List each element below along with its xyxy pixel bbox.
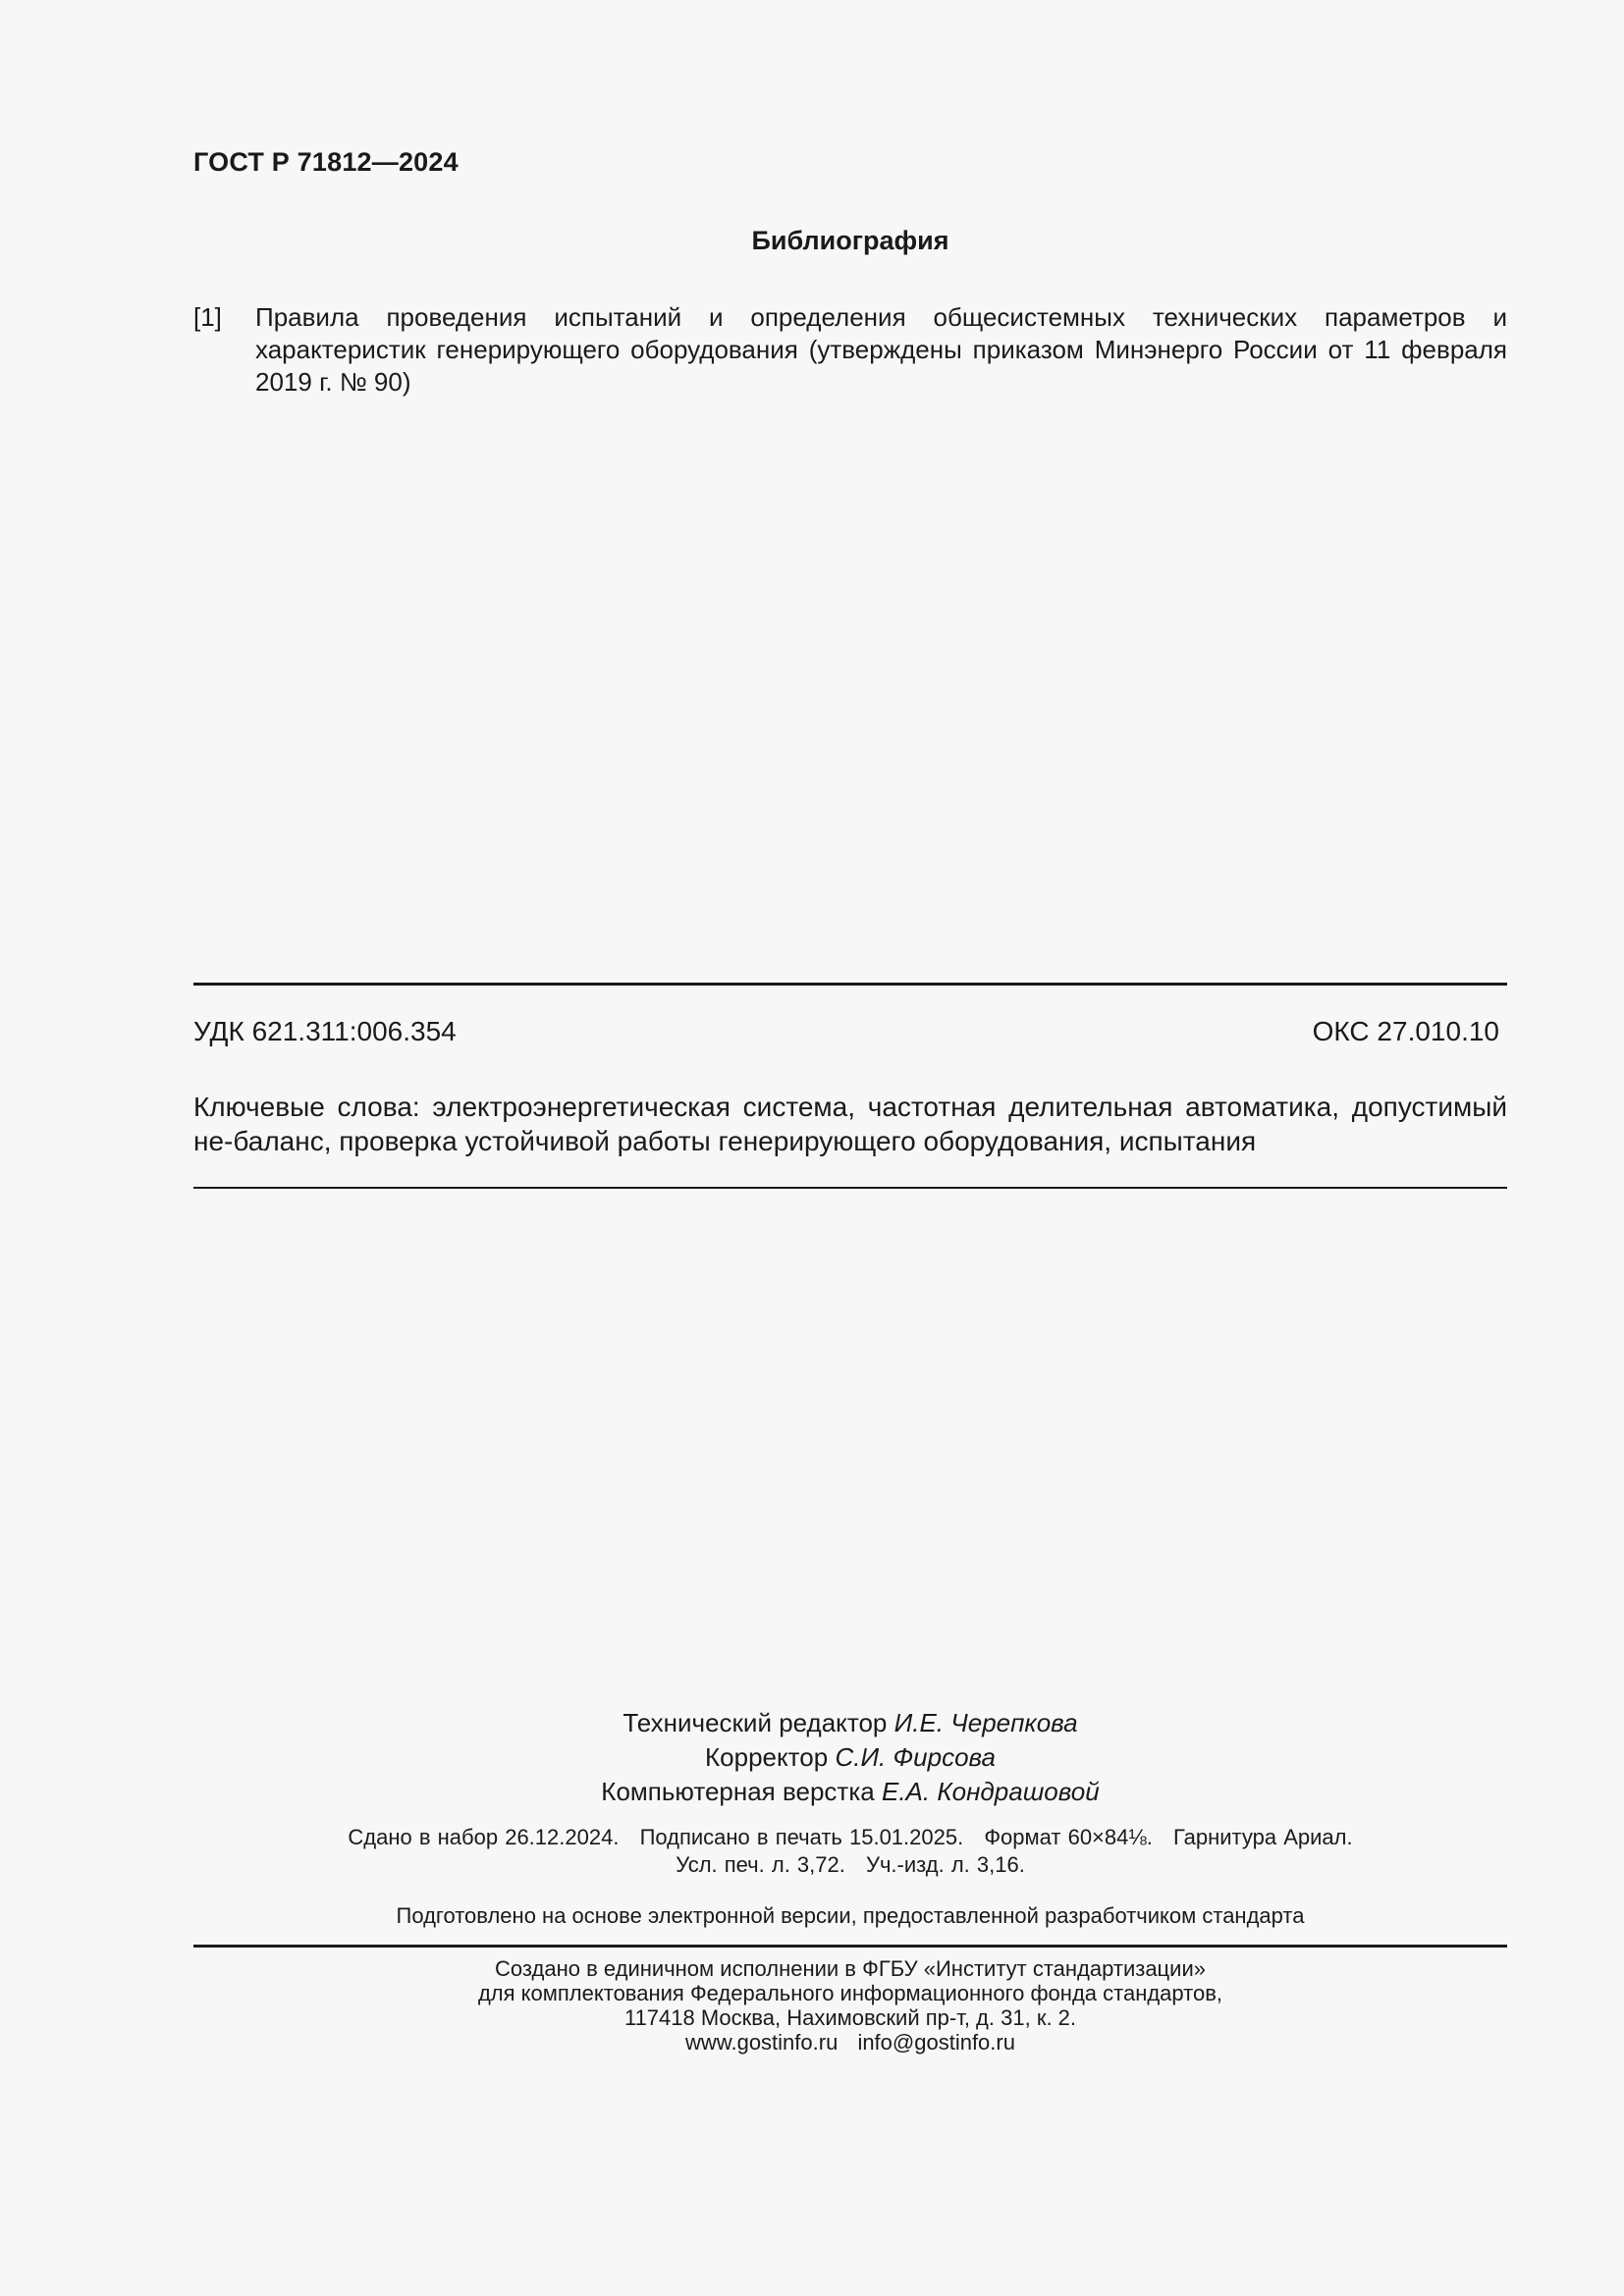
bibliography-entry-number: [1] [193,302,222,332]
top-divider [193,983,1507,986]
imprint-line-2 [77,1851,1624,1879]
credit-layout [77,1775,1624,1809]
imprint-line-1 [77,1824,1624,1851]
credits-block [0,1706,1624,1809]
publisher-line-1: Создано в единичном исполнении в ФГБУ «Институт стандартизации» [495,1956,1206,1981]
publisher-block [0,1956,1624,2055]
document-code: ГОСТ Р 71812—2024 [193,147,459,177]
credit-corrector [77,1740,1624,1775]
oks-code: ОКС 27.010.10 [1312,1016,1499,1046]
bibliography-title: Библиография [751,226,949,255]
bottom-divider [193,1945,1507,1948]
credit-name: Е.А. Кондрашовой [881,1777,1100,1806]
keywords-text: Ключевые слова: электроэнергетическая система, частотная делительная автоматика, допустимый не-баланс, проверка устойчивой работы генерирующего оборудования, испытания [193,1092,1507,1156]
publisher-line-2: для комплектования Федерального информационного фонда стандартов, [477,1981,1223,2005]
imprint-block [0,1824,1624,1879]
publisher-website-link[interactable]: www.gostinfo.ru [685,2030,839,2055]
credit-tech-editor [77,1706,1624,1740]
credit-name: И.Е. Черепкова [893,1708,1078,1737]
publisher-contacts [77,2030,1624,2055]
credit-role: Компьютерная верстка [601,1777,875,1806]
imprint-print-sheets: Усл. печ. л. 3,72. [676,1852,845,1877]
credit-role: Технический редактор [623,1708,888,1737]
prepared-note: Подготовлено на основе электронной версии, предоставленной разработчиком стандарта [396,1903,1305,1928]
imprint-publisher-sheets: Уч.-изд. л. 3,16. [865,1852,1025,1877]
imprint-typeface: Гарнитура Ариал. [1172,1825,1353,1849]
publisher-email-link[interactable]: info@gostinfo.ru [857,2030,1015,2055]
bibliography-entry-text: Правила проведения испытаний и определения общесистемных технических параметров и характеристик генерирующего оборудования (утверждены приказом Минэнерго России от 11 февраля 2019 г. № 90) [255,302,1507,397]
publisher-line-3: 117418 Москва, Нахимовский пр-т, д. 31, к. 2. [623,2005,1077,2030]
bibliography-entry [193,301,1507,399]
imprint-submitted: Сдано в набор 26.12.2024. [348,1825,620,1849]
udk-code: УДК 621.311:006.354 [193,1016,457,1046]
imprint-format: Формат 60×84⅛. [984,1825,1153,1849]
credit-name: С.И. Фирсова [835,1742,996,1772]
credit-role: Корректор [705,1742,829,1772]
imprint-signed: Подписано в печать 15.01.2025. [639,1825,964,1849]
keywords-divider [193,1187,1507,1189]
